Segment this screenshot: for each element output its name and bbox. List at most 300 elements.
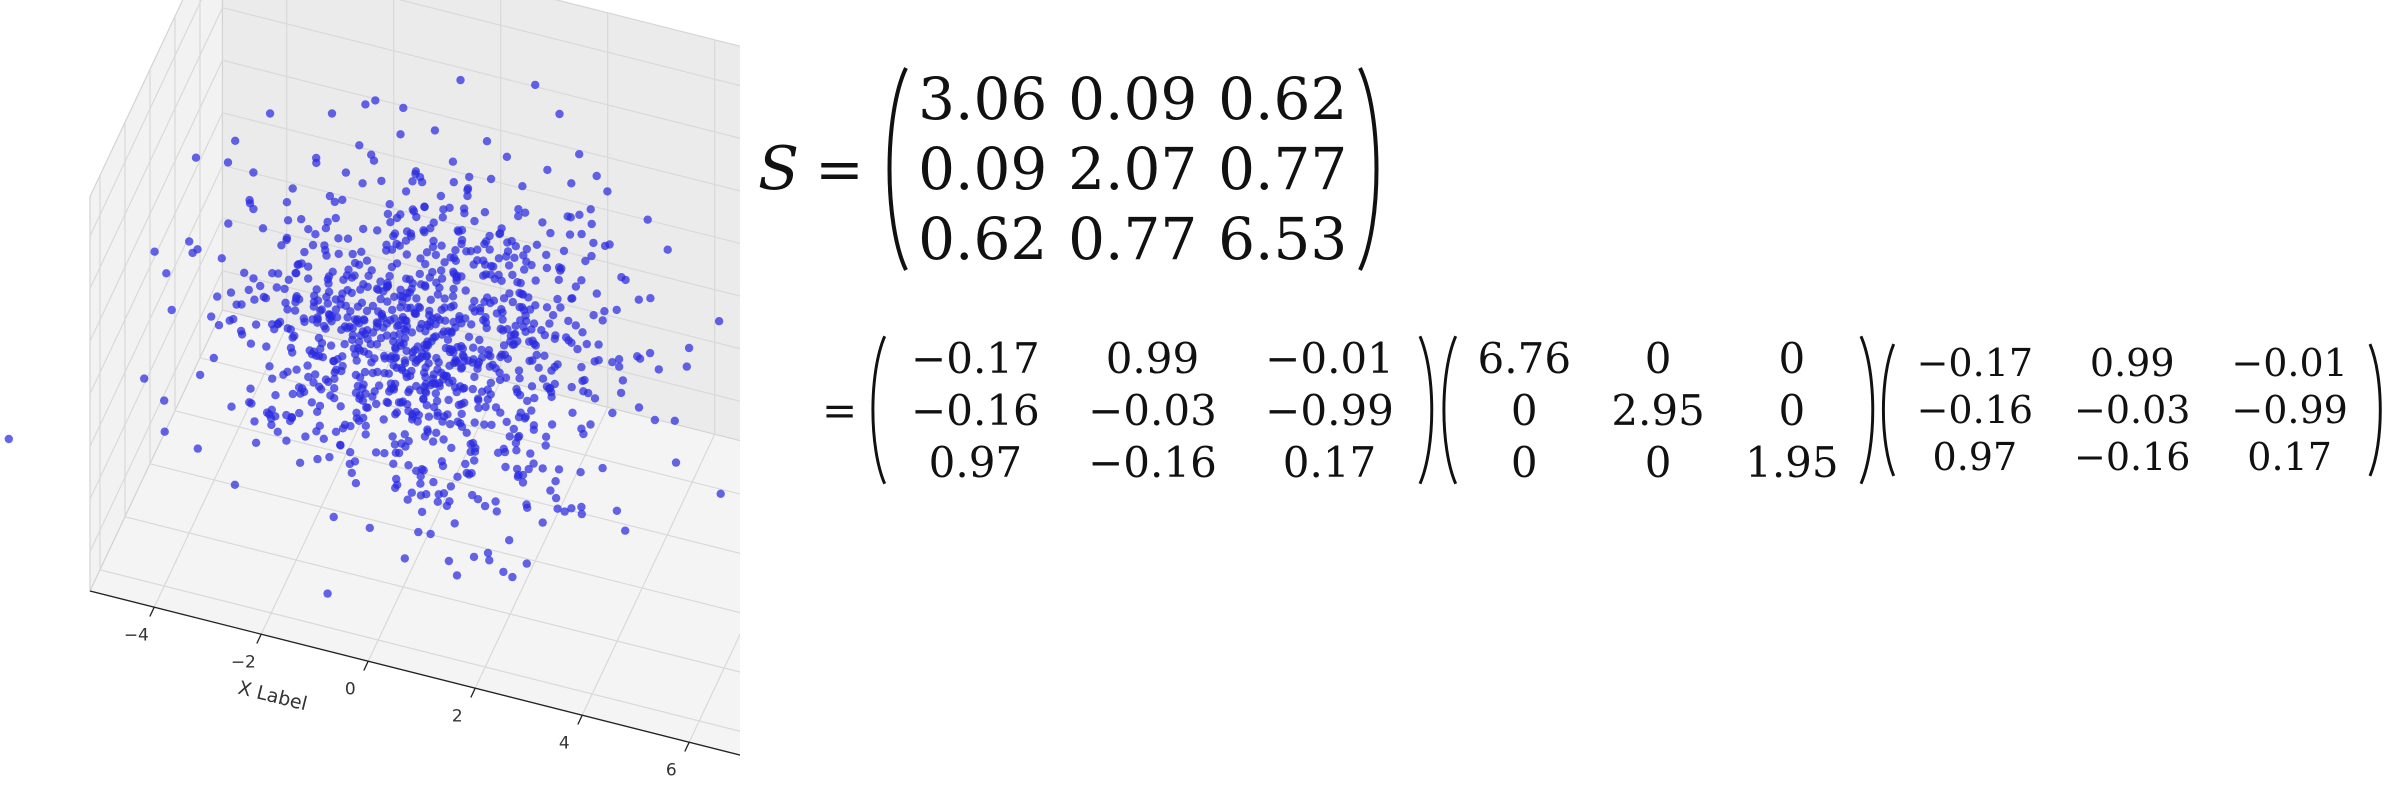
- data-point: [567, 504, 575, 512]
- data-point: [485, 346, 493, 354]
- data-point: [527, 325, 535, 333]
- data-point: [393, 364, 401, 372]
- data-point: [573, 345, 581, 353]
- data-point: [262, 342, 270, 350]
- data-point: [530, 394, 538, 402]
- data-point: [542, 433, 550, 441]
- data-point: [289, 184, 297, 192]
- data-point: [451, 246, 459, 254]
- data-point: [479, 316, 487, 324]
- data-point: [417, 472, 425, 480]
- matrix-cell: 0.77: [1068, 205, 1198, 273]
- data-point: [577, 363, 585, 371]
- matrix-cell: 0: [1644, 437, 1672, 487]
- matrix-cell: 6.53: [1218, 205, 1348, 273]
- matrix-cell: 0: [1778, 385, 1806, 435]
- data-point: [246, 385, 254, 393]
- data-point: [449, 292, 457, 300]
- data-point: [379, 314, 387, 322]
- data-point: [520, 265, 528, 273]
- data-point: [579, 430, 587, 438]
- data-point: [246, 199, 254, 207]
- data-point: [437, 266, 445, 274]
- data-point: [556, 303, 564, 311]
- right-paren: [2368, 340, 2386, 480]
- data-point: [566, 230, 574, 238]
- data-point: [395, 398, 403, 406]
- data-point: [455, 401, 463, 409]
- data-point: [390, 293, 398, 301]
- matrix-cell: 0: [1510, 437, 1538, 487]
- data-point: [664, 246, 672, 254]
- data-point: [418, 349, 426, 357]
- data-point: [294, 260, 302, 268]
- data-point: [207, 312, 215, 320]
- data-point: [313, 455, 321, 463]
- data-point: [426, 273, 434, 281]
- matrix-cell: 0.09: [918, 135, 1048, 203]
- data-point: [340, 340, 348, 348]
- data-point: [429, 237, 437, 245]
- data-point: [539, 464, 547, 472]
- matrix-cell: 0.97: [928, 437, 1023, 487]
- data-point: [373, 226, 381, 234]
- matrix-variable-s: S: [758, 134, 800, 204]
- data-point: [583, 340, 591, 348]
- data-point: [601, 242, 609, 250]
- matrix-cell: −0.01: [2231, 341, 2348, 386]
- data-point: [515, 366, 523, 374]
- matrix-cell: −0.17: [911, 333, 1040, 383]
- data-point: [539, 518, 547, 526]
- data-point: [377, 177, 385, 185]
- data-point: [491, 497, 499, 505]
- data-point: [229, 315, 237, 323]
- data-point: [551, 331, 559, 339]
- data-point: [329, 268, 337, 276]
- data-point: [496, 376, 504, 384]
- data-point: [395, 449, 403, 457]
- data-point: [249, 274, 257, 282]
- data-point: [457, 240, 465, 248]
- data-point: [519, 478, 527, 486]
- data-point: [391, 345, 399, 353]
- data-point: [493, 507, 501, 515]
- data-point: [407, 232, 415, 240]
- data-point: [525, 465, 533, 473]
- data-point: [321, 246, 329, 254]
- data-point: [522, 500, 530, 508]
- data-point: [446, 420, 454, 428]
- data-point: [469, 355, 477, 363]
- matrix-cell: 2.07: [1068, 135, 1198, 203]
- data-point: [593, 289, 601, 297]
- data-point: [646, 294, 654, 302]
- data-point: [335, 250, 343, 258]
- matrix-cell: −0.03: [1088, 385, 1217, 435]
- data-point: [501, 463, 509, 471]
- data-point: [407, 304, 415, 312]
- data-point: [503, 153, 511, 161]
- data-point: [470, 217, 478, 225]
- matrix-cell: 0.62: [918, 205, 1048, 273]
- data-point: [368, 266, 376, 274]
- data-point: [655, 365, 663, 373]
- matrix-row: [1896, 340, 2368, 387]
- data-point: [487, 175, 495, 183]
- x-tick-label: 2: [451, 706, 463, 727]
- data-point: [218, 254, 226, 262]
- data-point: [429, 478, 437, 486]
- data-point: [397, 316, 405, 324]
- data-point: [474, 404, 482, 412]
- data-point: [280, 285, 288, 293]
- data-point: [393, 214, 401, 222]
- data-point: [545, 319, 553, 327]
- data-point: [406, 288, 414, 296]
- data-point: [309, 241, 317, 249]
- data-point: [617, 389, 625, 397]
- data-point: [367, 151, 375, 159]
- data-point: [593, 172, 601, 180]
- scatter-3d-chart: [0, 0, 740, 788]
- data-point: [443, 410, 451, 418]
- data-point: [362, 422, 370, 430]
- data-point: [300, 318, 308, 326]
- data-point: [564, 317, 572, 325]
- data-point: [403, 250, 411, 258]
- data-point: [608, 409, 616, 417]
- data-point: [388, 306, 396, 314]
- data-point: [461, 460, 469, 468]
- data-point: [619, 376, 627, 384]
- data-point: [324, 299, 332, 307]
- data-point: [515, 374, 523, 382]
- data-point: [426, 381, 434, 389]
- data-point: [417, 320, 425, 328]
- data-point: [383, 282, 391, 290]
- data-point: [685, 344, 693, 352]
- data-point: [431, 126, 439, 134]
- data-point: [615, 355, 623, 363]
- data-point: [531, 81, 539, 89]
- data-point: [359, 414, 367, 422]
- data-point: [399, 340, 407, 348]
- data-point: [471, 418, 479, 426]
- data-point: [250, 296, 258, 304]
- data-point: [588, 220, 596, 228]
- data-point: [594, 340, 602, 348]
- data-point: [227, 403, 235, 411]
- data-point: [410, 207, 418, 215]
- data-point: [444, 336, 452, 344]
- data-point: [494, 449, 502, 457]
- left-paren: [867, 332, 887, 488]
- data-point: [513, 388, 521, 396]
- data-point: [433, 313, 441, 321]
- data-point: [274, 428, 282, 436]
- data-point: [526, 449, 534, 457]
- data-point: [288, 414, 296, 422]
- data-point: [332, 428, 340, 436]
- data-point: [440, 258, 448, 266]
- data-point: [420, 203, 428, 211]
- data-point: [465, 333, 473, 341]
- data-point: [578, 377, 586, 385]
- data-point: [296, 459, 304, 467]
- eigenvector-matrix: [867, 332, 1438, 488]
- data-point: [399, 104, 407, 112]
- data-point: [160, 396, 168, 404]
- data-point: [357, 248, 365, 256]
- data-point: [532, 276, 540, 284]
- data-point: [468, 491, 476, 499]
- matrix-row: [908, 64, 1358, 134]
- data-point: [600, 307, 608, 315]
- data-point: [334, 234, 342, 242]
- data-point: [464, 184, 472, 192]
- data-point: [291, 306, 299, 314]
- data-point: [548, 420, 556, 428]
- matrix-row: [908, 204, 1358, 274]
- data-point: [551, 363, 559, 371]
- data-point: [553, 295, 561, 303]
- data-point: [396, 130, 404, 138]
- data-point: [671, 417, 679, 425]
- S-matrix-cells: [908, 64, 1358, 274]
- data-point: [418, 465, 426, 473]
- data-point: [312, 154, 320, 162]
- data-point: [240, 269, 248, 277]
- data-point: [304, 274, 312, 282]
- data-point: [460, 209, 468, 217]
- x-tick-label: −2: [230, 652, 256, 673]
- x-tick-label: −4: [123, 625, 149, 646]
- data-point: [577, 230, 585, 238]
- data-point: [361, 100, 369, 108]
- data-point: [438, 417, 446, 425]
- data-point: [603, 187, 611, 195]
- data-point: [363, 307, 371, 315]
- data-point: [450, 254, 458, 262]
- data-point: [543, 303, 551, 311]
- right-paren: [1358, 64, 1384, 274]
- matrix-cell: 0.09: [1068, 65, 1198, 133]
- data-point: [439, 205, 447, 213]
- data-point: [480, 420, 488, 428]
- data-point: [485, 232, 493, 240]
- x-tick-mark: [364, 661, 368, 670]
- data-point: [290, 332, 298, 340]
- data-point: [467, 320, 475, 328]
- data-point: [368, 392, 376, 400]
- data-point: [426, 318, 434, 326]
- data-point: [271, 391, 279, 399]
- data-point: [530, 426, 538, 434]
- data-point: [343, 286, 351, 294]
- data-point: [591, 394, 599, 402]
- matrix-cell: −0.99: [1265, 385, 1394, 435]
- data-point: [587, 252, 595, 260]
- data-point: [393, 481, 401, 489]
- data-point: [453, 473, 461, 481]
- data-point: [459, 351, 467, 359]
- data-point: [324, 378, 332, 386]
- data-point: [486, 362, 494, 370]
- data-point: [344, 235, 352, 243]
- data-point: [485, 556, 493, 564]
- data-point: [499, 568, 507, 576]
- data-point: [449, 348, 457, 356]
- data-point: [463, 192, 471, 200]
- data-point: [471, 444, 479, 452]
- data-point: [477, 346, 485, 354]
- data-point: [487, 421, 495, 429]
- data-point: [295, 409, 303, 417]
- data-point: [447, 444, 455, 452]
- data-point: [310, 348, 318, 356]
- data-point: [547, 388, 555, 396]
- data-point: [354, 303, 362, 311]
- data-point: [496, 409, 504, 417]
- data-point: [433, 365, 441, 373]
- data-point: [231, 481, 239, 489]
- data-point: [575, 150, 583, 158]
- data-point: [351, 259, 359, 267]
- data-point: [473, 365, 481, 373]
- data-point: [399, 293, 407, 301]
- data-point: [265, 362, 273, 370]
- data-point: [560, 247, 568, 255]
- data-point: [483, 137, 491, 145]
- data-point: [313, 408, 321, 416]
- data-point: [289, 390, 297, 398]
- data-point: [572, 321, 580, 329]
- data-point: [354, 344, 362, 352]
- data-point: [470, 553, 478, 561]
- data-point: [484, 549, 492, 557]
- data-point: [572, 282, 580, 290]
- data-point: [400, 325, 408, 333]
- left-paren: [1878, 340, 1896, 480]
- matrix-cell: −0.01: [1265, 333, 1394, 383]
- data-point: [404, 461, 412, 469]
- data-point: [343, 271, 351, 279]
- data-point: [540, 352, 548, 360]
- data-point: [501, 351, 509, 359]
- data-point: [434, 409, 442, 417]
- data-point: [417, 491, 425, 499]
- right-paren: [1418, 332, 1438, 488]
- matrix-cell: 0.99: [1105, 333, 1200, 383]
- data-point: [495, 369, 503, 377]
- data-point: [438, 457, 446, 465]
- data-point: [578, 328, 586, 336]
- data-point: [210, 354, 218, 362]
- data-point: [279, 371, 287, 379]
- data-point: [320, 435, 328, 443]
- data-point: [293, 292, 301, 300]
- data-point: [185, 237, 193, 245]
- data-point: [355, 395, 363, 403]
- data-point: [537, 326, 545, 334]
- data-point: [521, 414, 529, 422]
- data-point: [555, 110, 563, 118]
- data-point: [168, 306, 176, 314]
- data-point: [337, 295, 345, 303]
- data-point: [380, 449, 388, 457]
- data-point: [599, 316, 607, 324]
- data-point: [304, 373, 312, 381]
- data-point: [491, 275, 499, 283]
- data-point: [508, 237, 516, 245]
- data-point: [316, 422, 324, 430]
- data-point: [434, 498, 442, 506]
- matrix-cell: 2.95: [1611, 385, 1705, 435]
- data-point: [479, 257, 487, 265]
- data-point: [355, 141, 363, 149]
- data-point: [324, 279, 332, 287]
- data-point: [445, 557, 453, 565]
- matrix-row: [1896, 387, 2368, 434]
- data-point: [364, 350, 372, 358]
- data-point: [367, 358, 375, 366]
- data-point: [330, 394, 338, 402]
- data-point: [414, 417, 422, 425]
- data-point: [505, 261, 513, 269]
- data-point: [432, 429, 440, 437]
- data-point: [359, 327, 367, 335]
- data-point: [437, 192, 445, 200]
- data-point: [349, 324, 357, 332]
- data-point: [405, 437, 413, 445]
- data-point: [432, 354, 440, 362]
- data-point: [372, 448, 380, 456]
- data-point: [388, 432, 396, 440]
- data-point: [551, 477, 559, 485]
- data-point: [377, 295, 385, 303]
- data-point: [224, 158, 232, 166]
- data-point: [389, 232, 397, 240]
- data-point: [444, 396, 452, 404]
- data-point: [418, 178, 426, 186]
- eigendecomposition: [822, 330, 2386, 490]
- matrix-row: [908, 134, 1358, 204]
- data-point: [249, 168, 257, 176]
- data-point: [162, 269, 170, 277]
- data-point: [437, 242, 445, 250]
- matrix-row: [887, 436, 1418, 488]
- data-point: [310, 292, 318, 300]
- data-point: [356, 373, 364, 381]
- matrix-cell: 0.99: [2089, 341, 2175, 386]
- data-point: [440, 303, 448, 311]
- V-matrix-cells: [887, 332, 1418, 488]
- data-point: [584, 389, 592, 397]
- data-point: [325, 453, 333, 461]
- data-point: [441, 294, 449, 302]
- data-point: [283, 198, 291, 206]
- data-point: [567, 339, 575, 347]
- data-point: [518, 182, 526, 190]
- data-point: [250, 417, 258, 425]
- data-point: [487, 379, 495, 387]
- matrix-row: [887, 384, 1418, 436]
- matrix-cell: 0: [1778, 333, 1806, 383]
- data-point: [513, 278, 521, 286]
- data-point: [409, 354, 417, 362]
- data-point: [423, 425, 431, 433]
